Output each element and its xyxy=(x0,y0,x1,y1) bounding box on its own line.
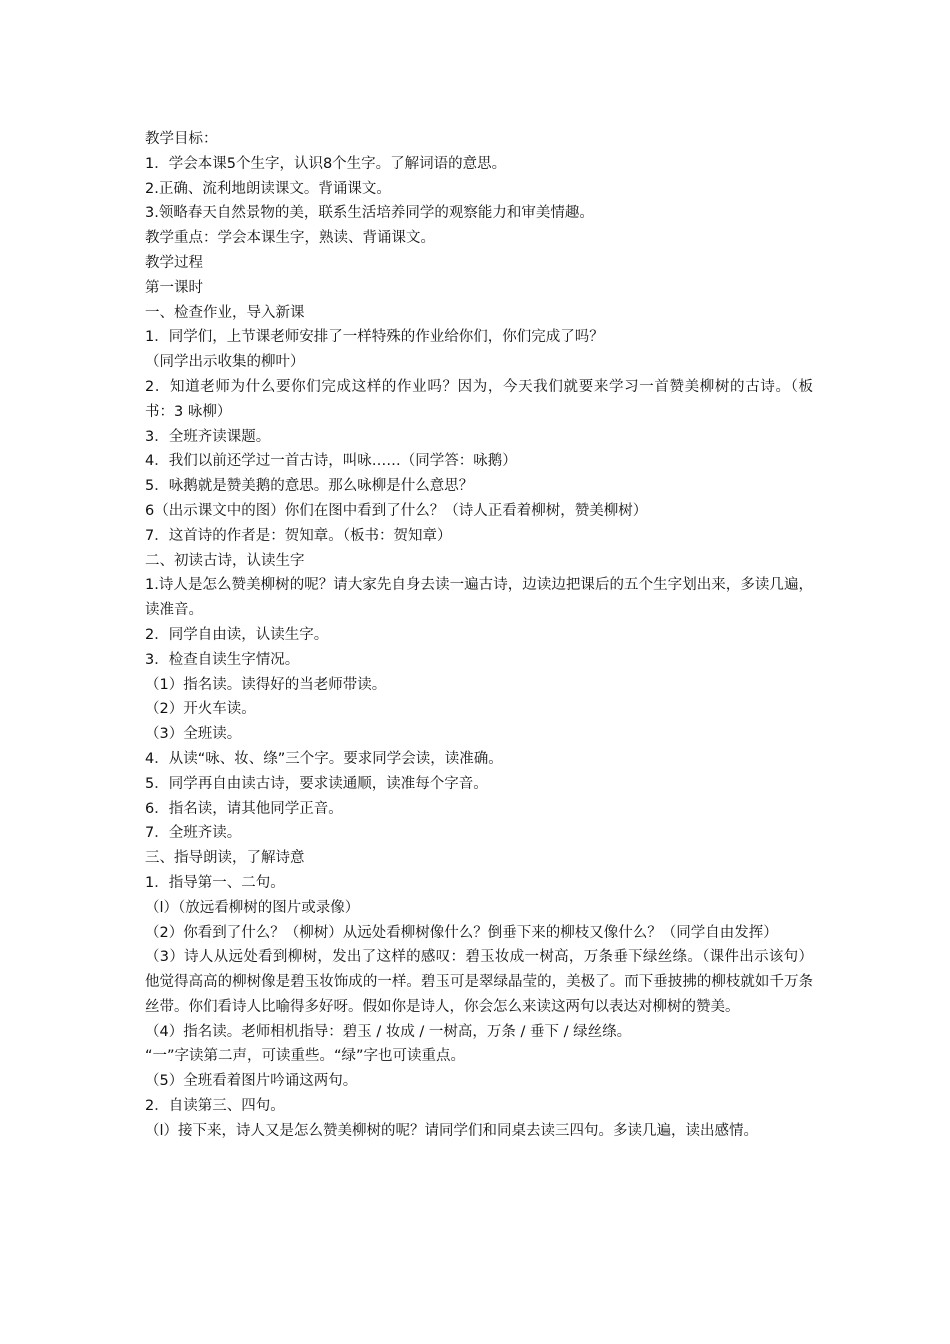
paragraph: （l）（放远看柳树的图片或录像） xyxy=(145,899,360,916)
paragraph: 1．指导第一、二句。 xyxy=(145,874,285,891)
paragraph: 6．指名读，请其他同学正音。 xyxy=(145,800,343,817)
heading-teaching-goals: 教学目标： xyxy=(145,131,218,147)
goal-2: 2.正确、流利地朗读课文。背诵课文。 xyxy=(145,180,391,197)
section-1-title: 一、检查作业，导入新课 xyxy=(145,304,305,321)
paragraph: （5）全班看着图片吟诵这两句。 xyxy=(145,1073,358,1090)
paragraph: （2）开火车读。 xyxy=(145,701,256,718)
paragraph: 7．全班齐读。 xyxy=(145,825,242,842)
section-2-title: 二、初读古诗，认读生字 xyxy=(145,552,305,569)
section-3-title: 三、指导朗读，了解诗意 xyxy=(145,850,305,867)
goal-1: 1．学会本课5个生字，认识8个生字。了解词语的意思。 xyxy=(145,155,507,172)
paragraph: 1.诗人是怎么赞美柳树的呢？请大家先自身去读一遍古诗，边读边把课后的五个生字划出来，多读几遍，读准音。 xyxy=(145,577,813,619)
paragraph: （l）接下来，诗人又是怎么赞美柳树的呢？请同学们和同桌去读三四句。多读几遍，读出感情。 xyxy=(145,1122,759,1139)
heading-teaching-process: 教学过程 xyxy=(145,254,203,271)
paragraph: 2．同学自由读，认读生字。 xyxy=(145,626,329,643)
paragraph: （4）指名读。老师相机指导：碧玉 / 妆成 / 一树高，万条 / 垂下 / 绿丝绦。 xyxy=(145,1023,632,1040)
paragraph: （3）诗人从远处看到柳树，发出了这样的感叹：碧玉妆成一树高，万条垂下绿丝绦。（课件出示该句）他觉得高高的柳树像是碧玉妆饰成的一样。碧玉可是翠绿晶莹的，美极了。而下垂披拂的柳枝就如千万条丝带。你们看诗人比喻得多好呀。假如你是诗人，你会怎么来读这两句以表达对柳树的赞美。 xyxy=(145,949,813,1015)
paragraph: （2）你看到了什么？（柳树）从远处看柳树像什么？倒垂下来的柳枝又像什么？（同学自由发挥） xyxy=(145,924,778,941)
paragraph: 1．同学们，上节课老师安排了一样特殊的作业给你们，你们完成了吗？ xyxy=(145,329,604,346)
paragraph: 3．全班齐读课题。 xyxy=(145,428,271,445)
paragraph: 4．从读“咏、妆、绦”三个字。要求同学会读，读准确。 xyxy=(145,750,503,767)
paragraph: 6（出示课文中的图）你们在图中看到了什么？（诗人正看着柳树，赞美柳树） xyxy=(145,502,648,519)
paragraph: 5．同学再自由读古诗，要求读通顺，读准每个字音。 xyxy=(145,775,488,792)
paragraph: （3）全班读。 xyxy=(145,726,242,743)
heading-first-lesson: 第一课时 xyxy=(145,279,203,296)
paragraph: 2．知道老师为什么要你们完成这样的作业吗？因为，今天我们就要来学习一首赞美柳树的古诗。（板书：3 咏柳） xyxy=(145,378,813,420)
paragraph: 3．检查自读生字情况。 xyxy=(145,651,300,668)
paragraph: （1）指名读。读得好的当老师带读。 xyxy=(145,676,387,693)
paragraph: 4．我们以前还学过一首古诗，叫咏……（同学答：咏鹅） xyxy=(145,453,517,470)
document-body xyxy=(145,127,813,1144)
paragraph: “一”字读第二声，可读重些。“绿”字也可读重点。 xyxy=(145,1048,466,1065)
goal-3: 3.领略春天自然景物的美，联系生活培养同学的观察能力和审美情趣。 xyxy=(145,205,594,222)
teaching-focus: 教学重点：学会本课生字，熟读、背诵课文。 xyxy=(145,230,435,247)
paragraph: 2．自读第三、四句。 xyxy=(145,1098,285,1115)
paragraph: 5．咏鹅就是赞美鹅的意思。那么咏柳是什么意思？ xyxy=(145,478,474,495)
paragraph: 7．这首诗的作者是：贺知章。（板书：贺知章） xyxy=(145,527,452,544)
paragraph: （同学出示收集的柳叶） xyxy=(145,354,305,371)
